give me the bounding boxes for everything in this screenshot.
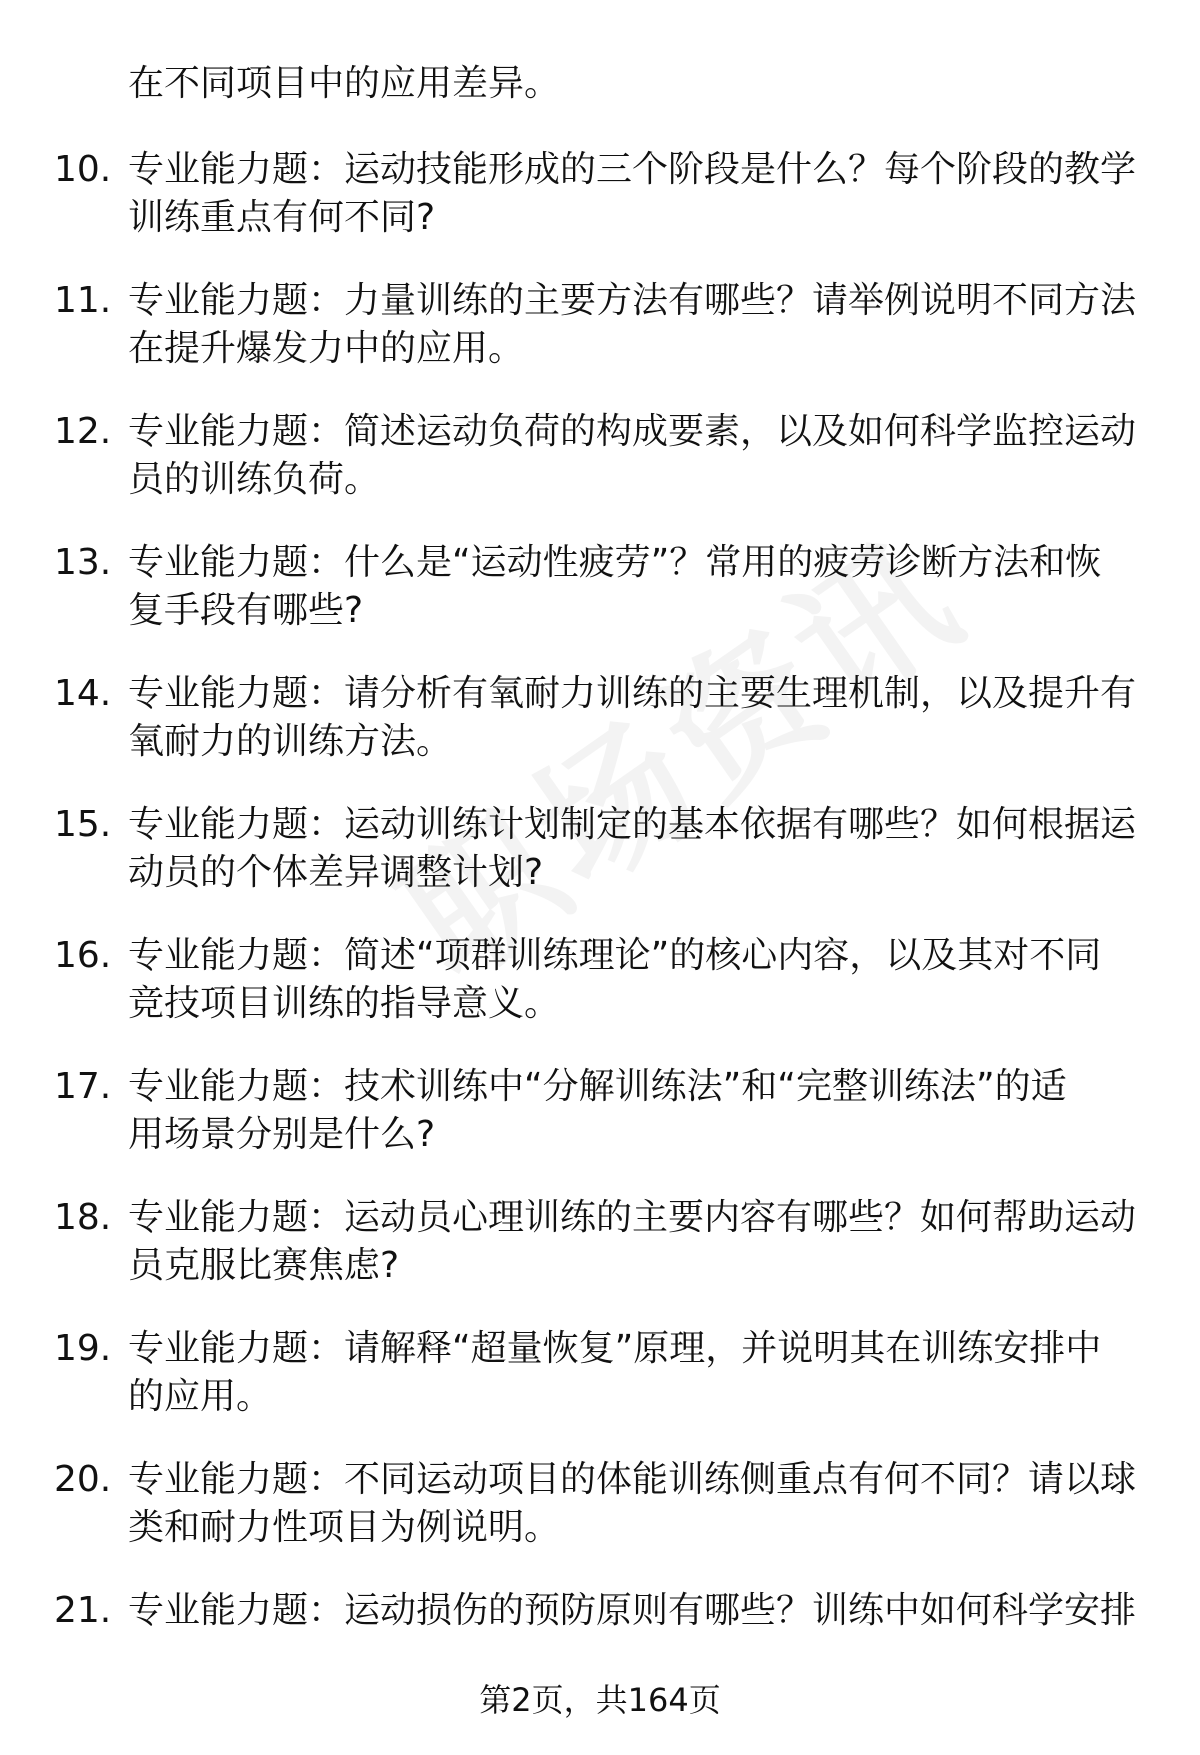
question-line: 用场景分别是什么? [128,1114,436,1155]
question-number: 13. [54,542,112,583]
question-line: 专业能力题：什么是“运动性疲劳”？常用的疲劳诊断方法和恢 [128,542,1102,583]
question-text [128,539,1144,635]
question-number: 17. [54,1066,112,1107]
question-line: 专业能力题：运动员心理训练的主要内容有哪些？如何帮助运动 [128,1197,1137,1238]
question-line: 动员的个体差异调整计划? [128,852,544,893]
question-number: 12. [54,411,112,452]
question-text [128,801,1144,897]
question-line: 专业能力题：不同运动项目的体能训练侧重点有何不同？请以球 [128,1459,1137,1500]
question-text [128,1325,1144,1421]
question-line: 专业能力题：力量训练的主要方法有哪些？请举例说明不同方法 [128,280,1137,321]
question-text [128,277,1144,373]
question-text [128,408,1144,504]
question-line: 类和耐力性项目为例说明。 [128,1507,561,1548]
question-number: 10. [54,149,112,190]
question-line: 专业能力题：运动训练计划制定的基本依据有哪些？如何根据运 [128,804,1137,845]
question-line: 复手段有哪些? [128,590,364,631]
question-number: 16. [54,935,112,976]
question-line: 专业能力题：运动技能形成的三个阶段是什么？每个阶段的教学 [128,149,1137,190]
question-number: 14. [54,673,112,714]
question-text [128,670,1144,766]
question-line: 的应用。 [128,1376,273,1417]
question-number: 11. [54,280,112,321]
question-line: 竞技项目训练的指导意义。 [128,983,561,1024]
question-line: 氧耐力的训练方法。 [128,721,453,762]
question-number: 19. [54,1328,112,1369]
question-line: 训练重点有何不同? [128,197,436,238]
question-line: 专业能力题：运动损伤的预防原则有哪些？训练中如何科学安排 [128,1590,1137,1631]
question-text [128,932,1144,1028]
question-text [128,1194,1144,1290]
question-line: 在提升爆发力中的应用。 [128,328,525,369]
question-number: 20. [54,1459,112,1500]
question-text [128,146,1144,242]
question-text [128,1456,1144,1552]
question-line: 专业能力题：技术训练中“分解训练法”和“完整训练法”的适 [128,1066,1067,1107]
question-line: 专业能力题：请分析有氧耐力训练的主要生理机制，以及提升有 [128,673,1137,714]
question-number: 15. [54,804,112,845]
question-text [128,1587,1144,1635]
question-line: 专业能力题：请解释“超量恢复”原理，并说明其在训练安排中 [128,1328,1102,1369]
question-line: 专业能力题：简述“项群训练理论”的核心内容，以及其对不同 [128,935,1102,976]
question-number: 18. [54,1197,112,1238]
question-line: 员的训练负荷。 [128,459,381,500]
page-footer: 第2页，共164页 [479,1681,721,1719]
question-line: 专业能力题：简述运动负荷的构成要素，以及如何科学监控运动 [128,411,1137,452]
question-number: 21. [54,1590,112,1631]
question-line: 员克服比赛焦虑? [128,1245,400,1286]
continuation-text: 在不同项目中的应用差异。 [128,63,561,104]
question-text [128,1063,1144,1159]
